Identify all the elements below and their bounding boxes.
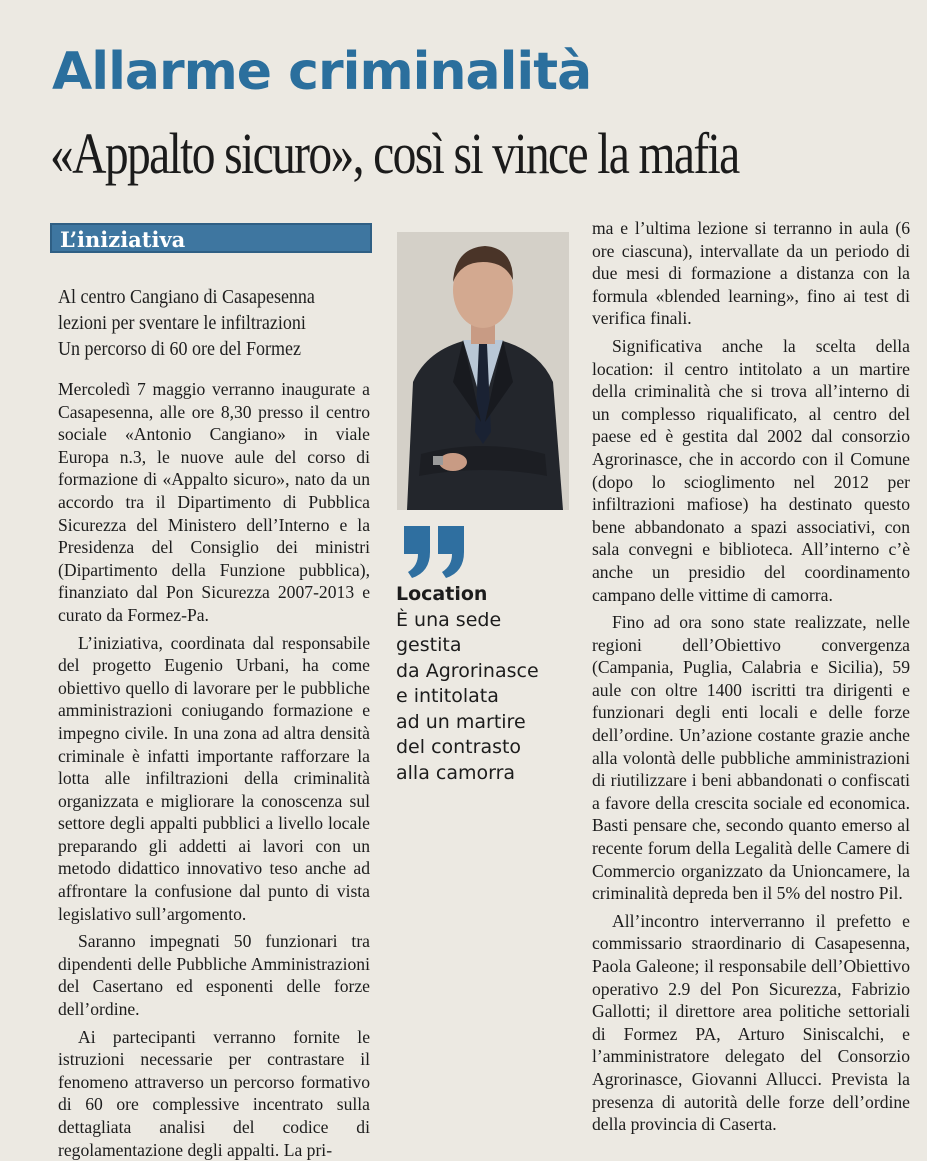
- subheads: [58, 284, 378, 362]
- pull-quote-body: [396, 608, 576, 787]
- kicker-title: Allarme criminalità: [52, 42, 592, 102]
- pull-quote-line: gestita: [396, 634, 462, 656]
- pull-quote-line: da Agrorinasce: [396, 659, 539, 682]
- right-column: [592, 217, 910, 1136]
- body-paragraph: Fino ad ora sono state realizzate, nelle regioni dell’Obiettivo convergenza (Campania, Puglia, Calabria e Sicilia), 59 aule con oltre 1400 iscritti tra dirigenti e funzionari degli enti locali e delle forze dell’ordine. Un’azione costante grazie anche alla volontà delle pubbliche amministrazioni di riutilizzare i beni abbandonati o confiscati a favore della crescita sociale ed economica. Basti pensare che, secondo quanto emerso al recente forum della Legalità delle Camere di Commercio organizzato da Unioncamere, la criminalità depreda ben il 5% del nostro Pil.: [592, 612, 910, 904]
- body-paragraph: Mercoledì 7 maggio verranno inaugurate a Casapesenna, alle ore 8,30 presso il centro sociale «Antonio Cangiano» in viale Europa n.3, le nuove aule del corso di formazione di «Appalto sicuro», nato da un accordo tra il Dipartimento di Pubblica Sicurezza del Ministero dell’Interno e la Presidenza del Consiglio dei ministri (Dipartimento della Funzione pubblica), finanziato dal Pon Sicurezza 2007-2013 e curato da Formez-Pa.: [58, 379, 370, 625]
- headline: «Appalto sicuro», così si vince la mafia: [50, 121, 739, 186]
- subhead-line: Al centro Cangiano di Casapesenna: [58, 286, 315, 308]
- left-column: [58, 378, 370, 1161]
- body-paragraph: L’iniziativa, coordinata dal responsabile del progetto Eugenio Urbani, ha come obiettivo quello di lavorare per le pubbliche amministrazioni coniugando formazione e impegno civile. In una zona ad altra densità criminale è infatti importante rafforzare la lotta alle infiltrazioni della criminalità organizzata e migliorare la conoscenza sul settore degli appalti pubblici a livello locale preparando gli addetti ai lavori con un metodo didattico innovativo teso anche ad affrontare la confusione dal punto di vista legislativo sull’argomento.: [58, 632, 370, 924]
- quotation-mark-icon: [400, 522, 470, 582]
- body-paragraph: Ai partecipanti verranno fornite le istruzioni necessarie per contrastare il fenomeno attraverso un percorso formativo di 60 ore complessive incentrato sulla dettagliata analisi del codice di regolamentazione degli appalti. La pri-: [58, 1026, 370, 1160]
- portrait-photo: [397, 232, 569, 510]
- pull-quote-line: e intitolata: [396, 685, 499, 707]
- portrait-illustration: [397, 232, 569, 510]
- section-label: L’iniziativa: [50, 223, 372, 253]
- pull-quote-line: alla camorra: [396, 761, 516, 784]
- pull-quote-line: È una sede: [396, 608, 502, 631]
- pull-quote-line: del contrasto: [396, 736, 522, 758]
- body-paragraph: ma e l’ultima lezione si terranno in aula (6 ore ciascuna), intervallate da un periodo di due mesi di formazione a distanza con la formula «blended learning», fino ai test di verifica finali.: [592, 218, 910, 329]
- subhead-line: lezioni per sventare le infiltrazioni: [58, 312, 306, 334]
- pull-quote-line: ad un martire: [396, 710, 526, 733]
- body-paragraph: Saranno impegnati 50 funzionari tra dipendenti delle Pubbliche Amministrazioni del Casertano ed esponenti delle forze dell’ordine.: [58, 931, 370, 1020]
- bleed-through-top: [560, 0, 920, 40]
- body-paragraph: Significativa anche la scelta della location: il centro intitolato a un martire della criminalità che si trova all’interno di un complesso riqualificato, al centro del paese ed è gestita dal 2002 dal consorzio Agrorinasce, che in accordo con il Comune (dopo lo scioglimento nel 2012 per infiltrazioni mafiose) ha destinato questo bene abbandonato a spazi associativi, con sala convegni e biblioteca. All’interno c’è anche un presidio del coordinamento campano delle vittime di camorra.: [592, 335, 910, 605]
- pull-quote: [396, 582, 576, 786]
- pull-quote-title: Location: [396, 583, 488, 605]
- subhead-line: Un percorso di 60 ore del Formez: [58, 338, 301, 360]
- body-paragraph: All’incontro interverranno il prefetto e commissario straordinario di Casapesenna, Paola Galeone; il responsabile dell’Obiettivo operativo 2.9 del Pon Sicurezza, Fabrizio Gallotti; il direttore area politiche settoriali di Formez PA, Arturo Siniscalchi, e l’amministratore delegato del Consorzio Agrorinasce, Giovanni Allucci. Prevista la presenza di autorità delle forze dell’ordine della provincia di Caserta.: [592, 910, 910, 1135]
